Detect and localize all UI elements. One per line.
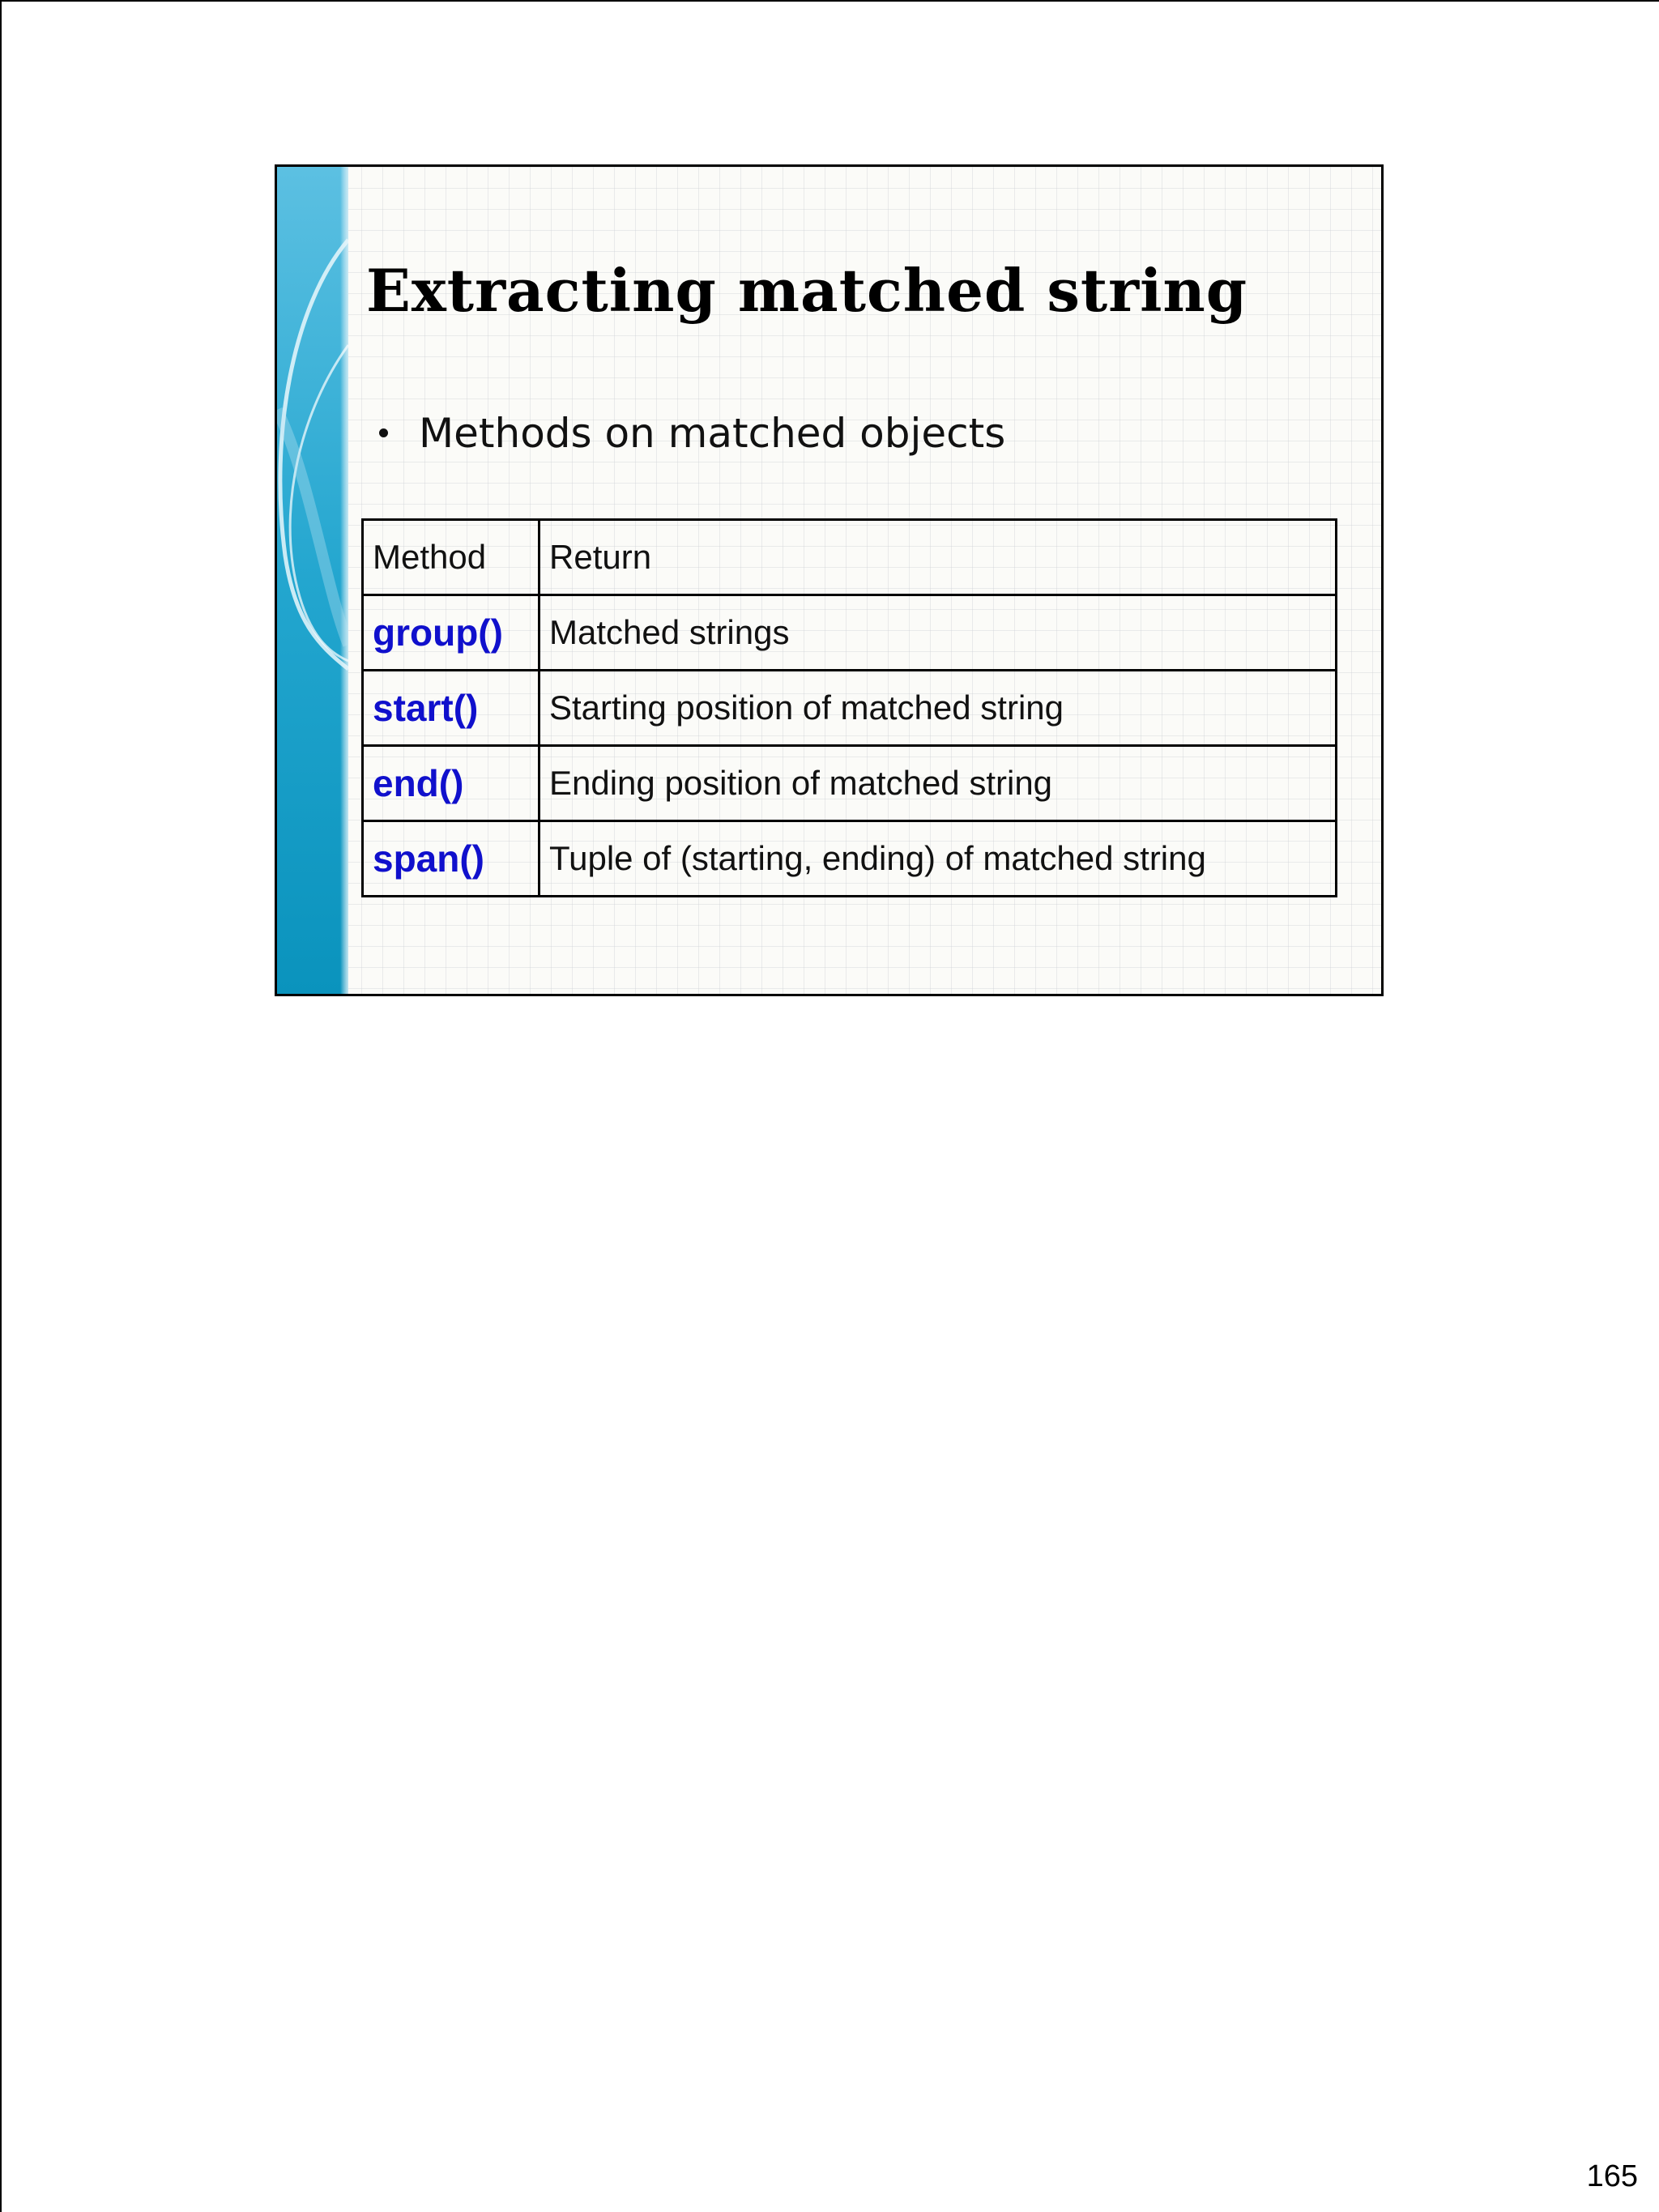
bullet-item bbox=[379, 410, 1005, 457]
method-cell: group() bbox=[363, 595, 539, 671]
page-number: 165 bbox=[1586, 2159, 1638, 2193]
table-row bbox=[363, 595, 1337, 671]
method-cell: end() bbox=[363, 746, 539, 821]
slide-sidebar-decoration bbox=[277, 167, 348, 994]
table-row bbox=[363, 821, 1337, 897]
bullet-icon bbox=[379, 428, 388, 437]
return-cell: Matched strings bbox=[539, 595, 1337, 671]
return-cell: Ending position of matched string bbox=[539, 746, 1337, 821]
slide bbox=[275, 164, 1384, 996]
table-header-row bbox=[363, 520, 1337, 595]
return-cell: Starting position of matched string bbox=[539, 671, 1337, 746]
method-cell: start() bbox=[363, 671, 539, 746]
methods-table bbox=[361, 518, 1337, 897]
bullet-text: Methods on matched objects bbox=[419, 410, 1006, 457]
table-row bbox=[363, 746, 1337, 821]
return-cell: Tuple of (starting, ending) of matched string bbox=[539, 821, 1337, 897]
page-border-left bbox=[0, 0, 2, 2212]
header-return: Return bbox=[539, 520, 1337, 595]
method-cell: span() bbox=[363, 821, 539, 897]
table-row bbox=[363, 671, 1337, 746]
page-border-top bbox=[0, 0, 1659, 2]
slide-title: Extracting matched string bbox=[366, 256, 1248, 325]
header-method: Method bbox=[363, 520, 539, 595]
